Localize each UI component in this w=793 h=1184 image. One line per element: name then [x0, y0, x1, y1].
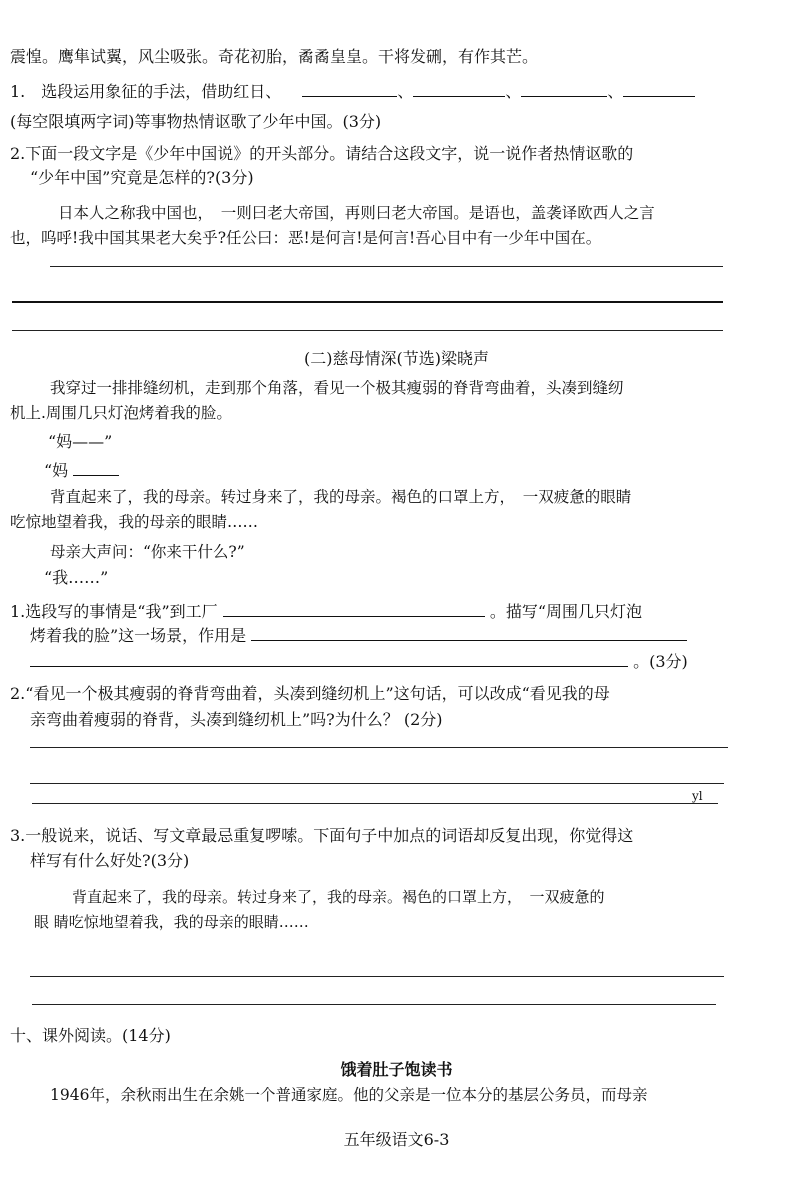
passage-line-3: 背直起来了，我的母亲。转过身来了，我的母亲。褐色的口罩上方， 一双疲惫的眼睛	[50, 488, 632, 506]
dialog-line-1: “妈——”	[48, 432, 113, 451]
passage-continuation: 震惶。鹰隼试翼，风尘吸张。奇花初胎，矞矞皇皇。干将发硎，有作其芒。	[10, 47, 539, 66]
s2-question-3-line-1: 3.一般说来，说话、写文章最忌重复啰嗦。下面句子中加点的词语却反复出现，你觉得这	[10, 826, 634, 845]
answer-blank-7[interactable]	[30, 652, 628, 667]
answer-blank-3[interactable]	[521, 82, 607, 97]
answer-line[interactable]	[50, 266, 723, 267]
answer-blank-1[interactable]	[302, 82, 397, 97]
separator: 、	[397, 82, 414, 101]
answer-line[interactable]	[12, 301, 723, 303]
quote-line-2: 也，呜呼!我中国其果老大矣乎?任公曰：恶!是何言!是何言!吾心目中有一少年中国在。	[10, 229, 602, 247]
margin-mark: yl	[692, 789, 703, 803]
s2-question-1-line-3	[30, 652, 688, 672]
answer-blank-5[interactable]	[223, 602, 485, 617]
s2-question-2-line-1: 2.“看见一个极其瘦弱的脊背弯曲着，头凑到缝纫机上”这句话，可以改成“看见我的母	[10, 684, 610, 703]
quote-line-1: 日本人之称我中国也， 一则曰老大帝国，再则曰老大帝国。是语也，盖袭译欧西人之言	[58, 204, 655, 222]
s2-question-3-line-2: 样写有什么好处?(3分)	[30, 851, 190, 870]
dialog-blank	[73, 461, 119, 476]
answer-blank-6[interactable]	[251, 626, 687, 641]
s2-question-1-text-c: 烤着我的脸”这一场景，作用是	[30, 626, 247, 645]
section-heading-extracurricular: 十、课外阅读。(14分)	[10, 1026, 171, 1045]
question-1-instruction: (每空限填两字词)等事物热情讴歌了少年中国。(3分)	[10, 112, 382, 131]
question-1-text: 1. 选段运用象征的手法，借助红日、	[10, 82, 282, 101]
s2-quote-line-1: 背直起来了，我的母亲。转过身来了，我的母亲。褐色的口罩上方， 一双疲惫的	[72, 888, 605, 906]
answer-blank-2[interactable]	[413, 82, 505, 97]
dialog-text: “妈	[44, 461, 69, 480]
answer-line[interactable]	[30, 747, 728, 748]
answer-line[interactable]	[32, 803, 718, 804]
s2-question-1-line-1	[10, 602, 642, 622]
answer-line[interactable]	[12, 330, 723, 331]
passage-line-2: 机上.周围几只灯泡烤着我的脸。	[10, 404, 232, 422]
question-1-stem	[10, 82, 695, 102]
s2-question-1-line-2	[30, 626, 687, 646]
passage-line-5: 母亲大声问：“你来干什么?”	[50, 543, 245, 561]
section-title: (二)慈母情深(节选)梁晓声	[304, 349, 489, 368]
answer-line[interactable]	[30, 783, 724, 784]
dialog-line-2	[44, 461, 119, 481]
answer-line[interactable]	[32, 1004, 716, 1005]
article-title: 饿着肚子饱读书	[340, 1060, 453, 1079]
passage-line-4: 吃惊地望着我，我的母亲的眼睛……	[10, 513, 259, 531]
s2-quote-line-2: 眼 睛吃惊地望着我，我的母亲的眼睛……	[34, 913, 309, 931]
question-2-line-2: “少年中国”究竟是怎样的?(3分)	[30, 168, 254, 187]
separator: 、	[607, 82, 624, 101]
article-paragraph: 1946年，余秋雨出生在余姚一个普通家庭。他的父亲是一位本分的基层公务员，而母亲	[50, 1086, 648, 1104]
s2-question-2-line-2: 亲弯曲着瘦弱的脊背，头凑到缝纫机上”吗?为什么？ (2分)	[30, 710, 443, 729]
passage-line-1: 我穿过一排排缝纫机，走到那个角落，看见一个极其瘦弱的脊背弯曲着，头凑到缝纫	[50, 379, 624, 397]
s2-question-1-text-a: 1.选段写的事情是“我”到工厂	[10, 602, 218, 621]
answer-line[interactable]	[30, 976, 724, 977]
separator: 、	[505, 82, 522, 101]
dialog-line-3: “我……”	[44, 568, 109, 587]
question-2-line-1: 2.下面一段文字是《少年中国说》的开头部分。请结合这段文字，说一说作者热情讴歌的	[10, 144, 634, 163]
s2-question-1-text-b: 。描写“周围几只灯泡	[489, 602, 643, 621]
page-footer: 五年级语文6-3	[343, 1130, 450, 1149]
s2-question-1-score: 。(3分)	[633, 652, 688, 671]
answer-blank-4[interactable]	[623, 82, 695, 97]
